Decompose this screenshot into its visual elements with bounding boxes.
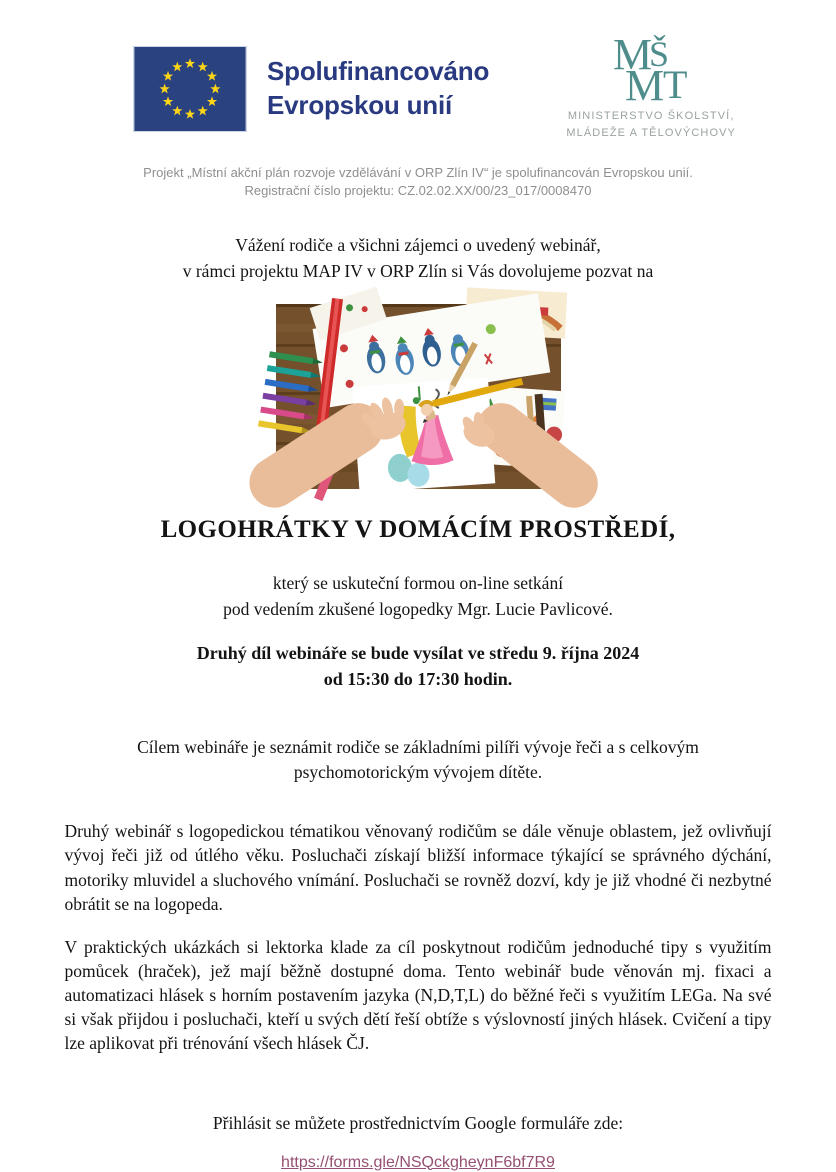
schedule-line1: Druhý díl webináře se bude vysílat ve středu 9. října 2024 — [196, 643, 640, 664]
project-note-line2: Registrační číslo projektu: CZ.02.02.XX/00/23_017/0008470 — [244, 183, 592, 199]
intro-text — [0, 233, 836, 285]
project-note-line1: Projekt „Místní akční plán rozvoje vzdělávání v ORP Zlín IV“ je spolufinancován Evropskou unií. — [143, 165, 693, 180]
svg-text:Š: Š — [649, 34, 670, 74]
msmt-caption — [566, 108, 736, 141]
intro-line1: Vážení rodiče a všichni zájemci o uvedený webinář, — [235, 234, 601, 255]
page-title: LOGOHRÁTKY V DOMÁCÍM PROSTŘEDÍ, — [160, 515, 676, 543]
link-row — [0, 1154, 836, 1172]
aim-line2: psychomotorickým vývojem dítěte. — [293, 762, 543, 783]
eu-cofunding-logo — [133, 46, 489, 132]
body-paragraph-1: Druhý webinář s logopedickou tématikou věnovaný rodičům se dále věnuje oblastem, jež ovlivňují vývoj řeči již od útlého věku. Posluchači získají bližší informace týkající se správného dýchání, motoriky mluvidel a sluchového vnímání. Posluchači se rovněž dozví, kdy je již vhodné či nezbytné obrátit se na logopeda. — [64, 821, 772, 914]
signup-text: Přihlásit se můžete prostřednictvím Google formuláře zde: — [212, 1112, 624, 1133]
eu-cofunding-line2: Evropskou unií — [267, 89, 453, 120]
msmt-logo — [566, 32, 736, 141]
google-form-link[interactable]: https://forms.gle/NSQckgheynF6bf7R9 — [281, 1153, 555, 1171]
children-drawing-photo — [276, 304, 561, 489]
schedule — [0, 641, 836, 692]
aim-text — [0, 735, 836, 787]
svg-text:T: T — [663, 62, 688, 107]
project-note — [0, 164, 836, 201]
schedule-line2: od 15:30 do 17:30 hodin. — [323, 669, 513, 690]
eu-cofunding-label — [267, 55, 489, 121]
subtitle — [0, 571, 836, 623]
aim-line1: Cílem webináře je seznámit rodiče se základními pilíři vývoje řeči a s celkovým — [137, 736, 699, 757]
body-paragraph-2: V praktických ukázkách si lektorka klade za cíl poskytnout rodičům jednoduché tipy s využitím pomůcek (hraček), jež mají běžně dostupné doma. Tento webinář bude věnován mj. fixaci a automatizaci hlásek s horním postavením jazyka (N,D,T,L) do běžné řeči s využitím LEGa. Na své si však přijdou i posluchači, kteří u svých dětí řeší obtíže s výslovností jiných hlásek. Cvičení a tipy lze aplikovat při trénování všech hlásek ČJ. — [64, 936, 772, 1054]
intro-line2: v rámci projektu MAP IV v ORP Zlín si Vás dovolujeme pozvat na — [182, 260, 654, 281]
eu-flag-icon — [133, 46, 247, 132]
photo-wrap — [0, 304, 836, 489]
eu-cofunding-line1: Spolufinancováno — [267, 56, 490, 87]
msmt-monogram — [595, 30, 707, 110]
header — [0, 0, 836, 141]
subtitle-line2: pod vedením zkušené logopedky Mgr. Lucie Pavlicové. — [223, 598, 613, 619]
svg-text:M: M — [625, 61, 665, 110]
subtitle-line1: který se uskuteční formou on-line setkání — [272, 572, 564, 593]
svg-text:M: M — [613, 30, 653, 79]
msmt-caption-line1: MINISTERSTVO ŠKOLSTVÍ, — [567, 110, 735, 122]
msmt-caption-line2: MLÁDEŽE A TĚLOVÝCHOVY — [566, 126, 736, 139]
